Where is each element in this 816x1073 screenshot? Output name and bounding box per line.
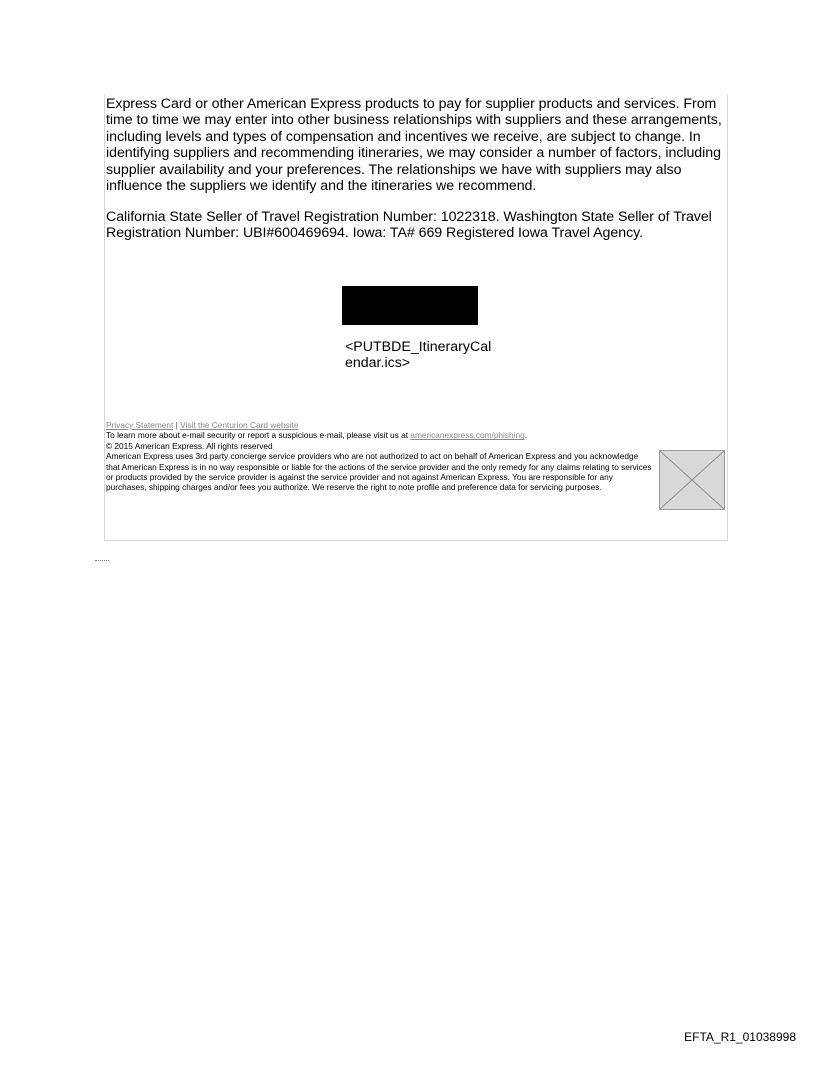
security-notice-text: To learn more about e-mail security or report a suspicious e-mail, please visit us at xyxy=(106,430,411,441)
document-id: EFTA_R1_01038998 xyxy=(684,1030,796,1044)
phishing-link[interactable]: americanexpress.com/phishing xyxy=(410,430,525,441)
footer-links xyxy=(106,420,728,430)
concierge-disclaimer: American Express uses 3rd party concierge service providers who are not authorized to act on behalf of American Express and you acknowledge that American Express is in no way responsible or liable for the actions of the service provider and the only remedy for any claims relating to services or products provided by the service provider is against the service provider and not against American Express. You are responsible for any purchases, shipping charges and/or fees you authorize. We reserve the right to note profile and preference data for servicing purposes. xyxy=(106,451,652,493)
attachment-filename[interactable]: <PUTBDE_ItineraryCalendar.ics> xyxy=(345,339,492,372)
email-footer xyxy=(106,420,728,493)
security-notice xyxy=(106,430,728,440)
seller-of-travel-paragraph: California State Seller of Travel Registration Number: 1022318. Washington State Seller of Travel Registration Number: UBI#600469694. Iowa: TA# 669 Registered Iowa Travel Agency. xyxy=(106,209,712,242)
redaction-block xyxy=(342,286,478,325)
privacy-statement-link[interactable]: Privacy Statement xyxy=(106,420,174,430)
copyright-text: © 2015 American Express. All rights reserved xyxy=(106,440,273,451)
broken-image-icon xyxy=(660,451,724,509)
missing-image-placeholder xyxy=(659,450,725,510)
centurion-card-link[interactable]: Visit the Centurion Card website xyxy=(180,420,299,430)
stray-mark xyxy=(95,557,109,561)
footer-link-separator: | xyxy=(175,420,178,430)
supplier-relationship-paragraph: Express Card or other American Express products to pay for supplier products and services. From time to time we may enter into other business relationships with suppliers and these arrangements, including levels and types of compensation and incentives we receive, are subject to change. In identifying suppliers and recommending itineraries, we may consider a number of factors, including supplier availability and your preferences. The relationships we have with suppliers may also influence the suppliers we identify and the itineraries we recommend. xyxy=(106,96,722,195)
security-notice-end: . xyxy=(524,430,528,441)
